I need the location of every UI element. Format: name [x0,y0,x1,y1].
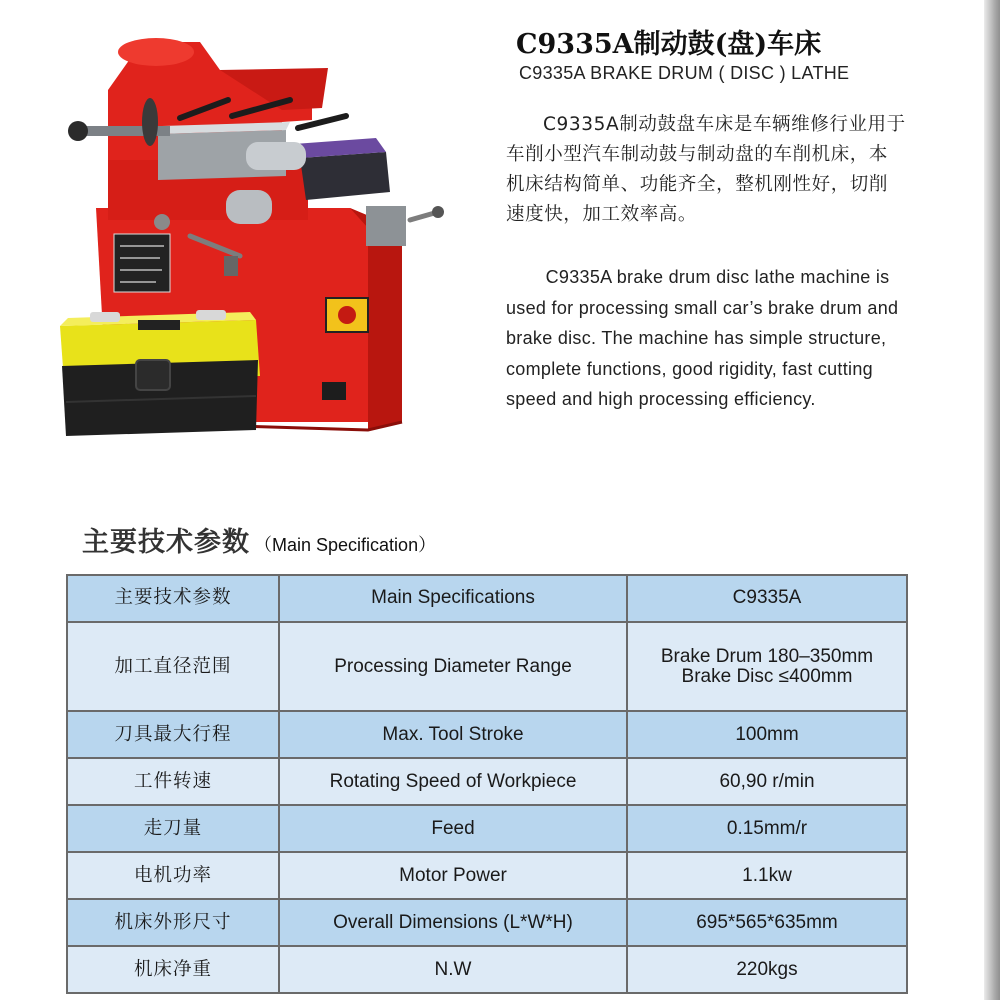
spec-label-cn: 走刀量 [67,805,279,852]
spec-heading-en: （Main Specification） [254,535,437,555]
table-row [67,575,907,622]
spec-label-en: N.W [279,946,627,993]
table-row [67,899,907,946]
spec-value: C9335A [627,575,907,622]
spec-label-cn: 主要技术参数 [67,575,279,622]
spec-label-en: Feed [279,805,627,852]
description-cn [506,110,906,230]
description-cn-text: C9335A制动鼓盘车床是车辆维修行业用于车削小型汽车制动鼓与制动盘的车削机床，本机床结构简单、功能齐全，整机刚性好，切削速度快，加工效率高。 [506,114,906,225]
spec-table [66,574,908,994]
table-row [67,622,907,712]
spec-value-line: Brake Drum 180–350mm [660,645,874,667]
spec-value: 695*565*635mm [627,899,907,946]
table-row [67,805,907,852]
table-row [67,946,907,993]
spec-value [627,622,907,712]
spec-label-en: Motor Power [279,852,627,899]
spec-label-cn: 工件转速 [67,758,279,805]
product-title-en: C9335A BRAKE DRUM ( DISC ) LATHE [519,63,850,83]
spec-heading [82,520,436,559]
spec-value: 60,90 r/min [627,758,907,805]
spec-label-cn: 加工直径范围 [67,622,279,712]
spec-label-cn: 机床外形尺寸 [67,899,279,946]
spec-label-en: Rotating Speed of Workpiece [279,758,627,805]
table-row [67,711,907,758]
spec-value: 100mm [627,711,907,758]
spec-value: 220kgs [627,946,907,993]
spec-label-en: Main Specifications [279,575,627,622]
description-en [506,262,916,415]
spec-value-line: Brake Disc ≤400mm [681,665,853,687]
right-edge-strip [984,0,1000,1000]
spec-label-cn: 电机功率 [67,852,279,899]
spec-value: 1.1kw [627,852,907,899]
spec-label-en: Processing Diameter Range [279,622,627,712]
table-row [67,852,907,899]
spec-heading-cn: 主要技术参数 [82,527,250,558]
description-en-text: C9335A brake drum disc lathe machine is used for processing small car’s brake drum and brake disc. The machine has simple structure, complete functions, good rigidity, fast cutting speed and high processing efficiency. [506,267,899,409]
machine-photo [50,30,450,450]
spec-label-en: Overall Dimensions (L*W*H) [279,899,627,946]
product-title-cn: C9335A制动鼓(盘)车床 [516,29,822,60]
table-row [67,758,907,805]
spec-value: 0.15mm/r [627,805,907,852]
spec-label-cn: 机床净重 [67,946,279,993]
spec-label-en: Max. Tool Stroke [279,711,627,758]
spec-label-cn: 刀具最大行程 [67,711,279,758]
